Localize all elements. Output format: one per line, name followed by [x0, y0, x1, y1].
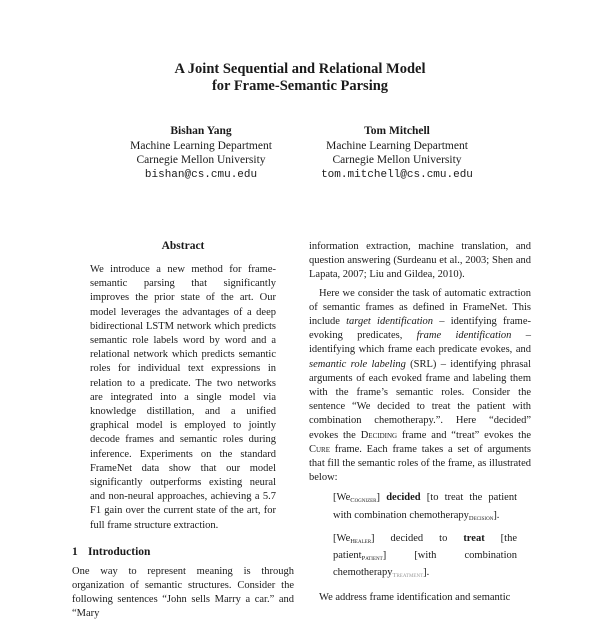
example-2: $[We_{Healer}]$ decided to treat [the patient$_{Patient}$] [with combination chemotherapy$_{Treatment}$]. [333, 532, 517, 580]
section-number: 1 [72, 545, 78, 558]
term-semantic-role-labeling: semantic role labeling [309, 358, 406, 370]
role-label: Decision [468, 514, 494, 522]
author-university: Carnegie Mellon University [136, 154, 266, 166]
author-department: Machine Learning Department [326, 139, 468, 152]
author-department: Machine Learning Department [130, 139, 272, 152]
author-name: Bishan Yang [170, 125, 232, 137]
role-label: Patient [361, 555, 383, 563]
author-block-1 [101, 124, 301, 182]
role-label: Treatment [392, 572, 424, 580]
author-university: Carnegie Mellon University [332, 154, 462, 166]
right-column [309, 240, 531, 606]
section-title: Introduction [88, 545, 151, 558]
introduction-text: One way to represent meaning is through organization of semantic structures. Consider the following sentences “John sells Marry a car.” and “Mary [72, 565, 294, 620]
left-column [72, 240, 294, 622]
term-target-identification: target identification [346, 316, 434, 328]
abstract-text: We introduce a new method for frame-semantic parsing that significantly improves the prior state of the art. Our model leverages the advantages of a deep bidirectional LSTM network which predicts semantic role labels word by word and a relational network which predicts semantic roles for individual text expressions in relation to a predicate. The two networks are integrated into a single model via knowledge distillation, and a unified graphical model is employed to jointly decode frames and semantic roles during inference. Experiments on the standard FrameNet data show that our model significantly outperforms existing neural and non-neural approaches, achieving a 5.7 F1 gain over the current state of the art, for full frame structure extraction. [90, 264, 276, 531]
target-word: treat [463, 532, 485, 544]
author-name: Tom Mitchell [364, 125, 430, 137]
role-label: Healer [350, 537, 372, 545]
section-heading [72, 545, 294, 559]
author-block-2 [297, 124, 497, 182]
title-line-1: A Joint Sequential and Relational Model [174, 61, 426, 77]
role-label: Cognizer [350, 497, 377, 505]
example-1: $[We_{Cognizer}]$ decided [to treat the patient with combination chemotherapy$_{Decision}$]. [333, 492, 518, 522]
paper-title [0, 61, 600, 95]
term-frame-identification: frame identification [416, 330, 512, 342]
paragraph-task: Here we consider the task of automatic extraction of semantic frames as defined in FrameNet. This include target identification – identifying frame-evoking predicates, frame identification – identifying which frame each predicate evokes, and semantic role labeling (SRL) – identifying phrasal arguments of each evoked frame and labeling them with the frame’s semantic roles. Consider the sentence “We decided to treat the patient with combination chemotherapy.”. Here “decided” evokes the Deciding frame and “treat” evokes the Cure frame. Each frame takes a set of arguments that fill the semantic roles of the frame, as illustrated below: [309, 287, 531, 484]
frame-name-deciding: Deciding [360, 429, 398, 441]
abstract-heading: Abstract [161, 240, 205, 252]
target-word: decided [386, 492, 421, 504]
frame-name-cure: Cure [309, 443, 331, 455]
title-line-2: for Frame-Semantic Parsing [211, 78, 389, 94]
paragraph-continued: information extraction, machine translation, and question answering (Surdeanu et al., 2003; Shen and Lapata, 2007; Liu and Gildea, 2010). [309, 241, 531, 281]
paragraph-closing: We address frame identification and semantic [319, 592, 511, 604]
author-email: tom.mitchell@cs.cmu.edu [321, 168, 473, 181]
author-email: bishan@cs.cmu.edu [144, 168, 258, 181]
